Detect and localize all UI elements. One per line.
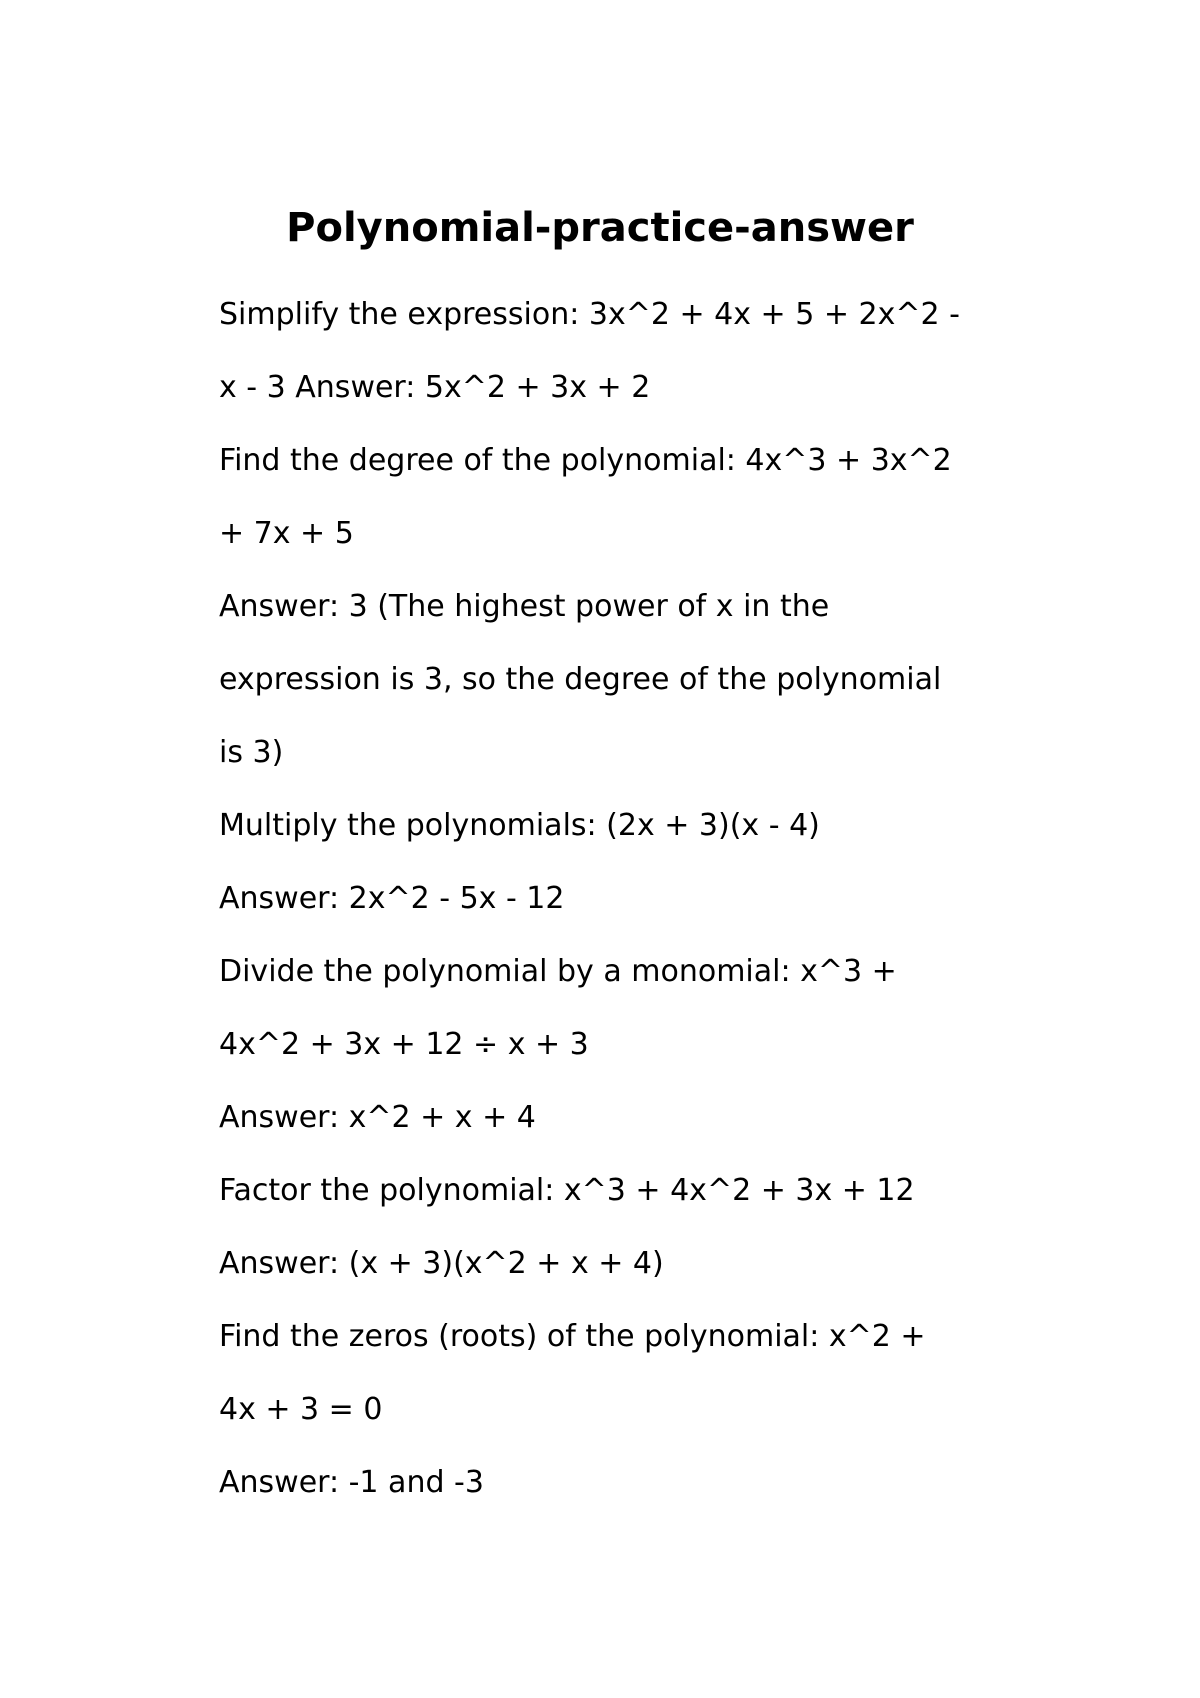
text-line: Factor the polynomial: x^3 + 4x^2 + 3x + 12	[219, 1173, 915, 1208]
text-line: Simplify the expression: 3x^2 + 4x + 5 + 2x^2 -	[219, 297, 960, 332]
text-line: Multiply the polynomials: (2x + 3)(x - 4)	[219, 808, 820, 843]
text-line: expression is 3, so the degree of the polynomial	[219, 662, 942, 697]
text-line: Answer: (x + 3)(x^2 + x + 4)	[219, 1246, 664, 1281]
text-line: Find the zeros (roots) of the polynomial: x^2 +	[219, 1319, 926, 1354]
text-line: Answer: 3 (The highest power of x in the	[219, 589, 830, 624]
text-line: is 3)	[219, 735, 284, 770]
text-line: Answer: -1 and -3	[219, 1465, 484, 1500]
text-line: Answer: 2x^2 - 5x - 12	[219, 881, 565, 916]
text-line: x - 3 Answer: 5x^2 + 3x + 2	[219, 370, 651, 405]
text-line: 4x^2 + 3x + 12 ÷ x + 3	[219, 1027, 589, 1062]
text-line: 4x + 3 = 0	[219, 1392, 383, 1427]
text-line: Answer: x^2 + x + 4	[219, 1100, 536, 1135]
text-line: Divide the polynomial by a monomial: x^3 +	[219, 954, 897, 989]
document-title: Polynomial-practice-answer	[286, 205, 914, 251]
text-line: Find the degree of the polynomial: 4x^3 + 3x^2	[219, 443, 952, 478]
document-body	[219, 278, 1039, 1519]
text-line: + 7x + 5	[219, 516, 354, 551]
